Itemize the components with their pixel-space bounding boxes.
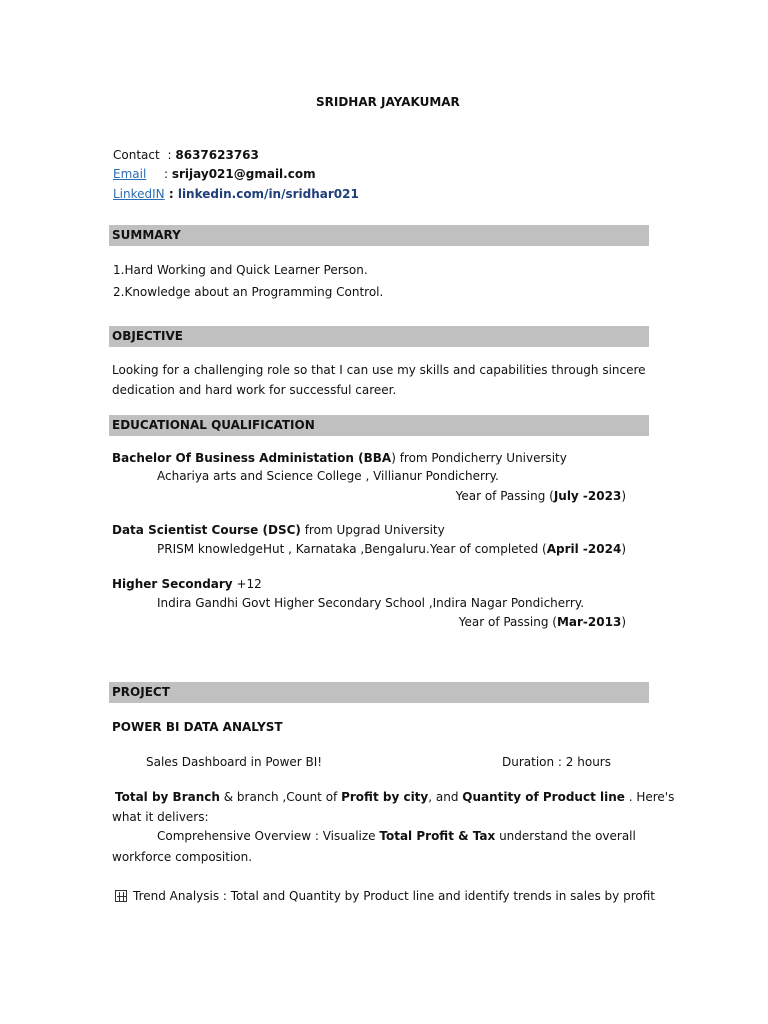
p2-text-2: understand the overall [495, 829, 636, 843]
trend-analysis-row [115, 889, 655, 903]
hsc-year-label: Year of Passing ( [458, 615, 557, 629]
objective-line: dedication and hard work for successful career. [112, 383, 397, 397]
hsc-year-close: ) [621, 615, 626, 629]
project-heading-band [109, 682, 649, 703]
contact-phone-row [113, 148, 259, 162]
phone-value: 8637623763 [175, 148, 259, 162]
project-heading: PROJECT [112, 685, 170, 699]
hsc-degree-row [112, 577, 262, 591]
contact-email-row [113, 167, 146, 181]
project-name: Sales Dashboard in Power BI! [146, 755, 323, 769]
bba-college: Achariya arts and Science College , Villianur Pondicherry. [157, 469, 499, 483]
contact-label: Contact [113, 148, 160, 162]
summary-item: 1.Hard Working and Quick Learner Person. [113, 263, 368, 277]
contact-sep: : [167, 148, 176, 162]
project-duration: Duration : 2 hours [502, 755, 611, 769]
hsc-suffix: +12 [232, 577, 262, 591]
bba-degree: Bachelor Of Business Administation (BBA [112, 451, 392, 465]
hsc-year: Mar-2013 [556, 615, 622, 629]
summary-item: 2.Knowledge about an Programming Control. [113, 285, 384, 299]
p1-bold-3: Quantity of Product line [462, 790, 625, 804]
hsc-school: Indira Gandhi Govt Higher Secondary School ,Indira Nagar Pondicherry. [157, 596, 585, 610]
objective-line: Looking for a challenging role so that I can use my skills and capabilities through sincere [112, 363, 646, 377]
dsc-university: from Upgrad University [300, 523, 445, 537]
p2-bold-1: Total Profit & Tax [379, 829, 496, 843]
linkedin-link[interactable]: LinkedIN [113, 187, 165, 201]
contact-linkedin-row [113, 187, 359, 201]
dsc-year-close: ) [621, 542, 626, 556]
dsc-degree-row [112, 523, 445, 537]
p1-text-2: , and [428, 790, 463, 804]
dsc-year-label: Year of completed ( [429, 542, 547, 556]
email-sep: : [164, 167, 172, 181]
p1-bold-1: Total by Branch [115, 790, 220, 804]
dsc-year: April -2024 [546, 542, 622, 556]
summary-heading: SUMMARY [112, 228, 181, 242]
bba-year-close: ) [621, 489, 626, 503]
dsc-year-row [430, 542, 626, 556]
project-title: POWER BI DATA ANALYST [112, 720, 283, 734]
email-value: srijay021@gmail.com [171, 167, 316, 181]
chart-icon [115, 890, 127, 902]
bba-year-label: Year of Passing ( [455, 489, 554, 503]
project-p2-line2: workforce composition. [112, 850, 253, 864]
bba-year-row [456, 489, 626, 503]
linkedin-sep: : [164, 187, 178, 201]
email-value-row [164, 167, 316, 181]
bba-close: ) [391, 451, 396, 465]
education-heading: EDUCATIONAL QUALIFICATION [112, 418, 315, 432]
candidate-name: SRIDHAR JAYAKUMAR [316, 95, 460, 109]
trend-analysis-text: Trend Analysis : Total and Quantity by Product line and identify trends in sales by profit [133, 889, 655, 903]
bba-university: from Pondicherry University [395, 451, 567, 465]
dsc-degree: Data Scientist Course (DSC) [112, 523, 301, 537]
project-p1-line2: what it delivers: [112, 810, 209, 824]
bba-year: July -2023 [553, 489, 622, 503]
bba-degree-row [112, 451, 567, 465]
project-p2-line1 [157, 829, 636, 843]
p1-text-1: & branch ,Count of [219, 790, 342, 804]
project-p1-line1 [115, 790, 674, 804]
education-heading-band [109, 415, 649, 436]
hsc-year-row [459, 615, 626, 629]
email-link[interactable]: Email [113, 167, 147, 181]
linkedin-value[interactable]: linkedin.com/in/sridhar021 [177, 187, 359, 201]
hsc-degree: Higher Secondary [112, 577, 233, 591]
p2-text-1: Comprehensive Overview : Visualize [157, 829, 380, 843]
objective-heading: OBJECTIVE [112, 329, 183, 343]
summary-heading-band [109, 225, 649, 246]
dsc-college: PRISM knowledgeHut , Karnataka ,Bengaluru. [157, 542, 430, 556]
p1-text-3: . Here's [624, 790, 675, 804]
objective-heading-band [109, 326, 649, 347]
p1-bold-2: Profit by city [341, 790, 429, 804]
